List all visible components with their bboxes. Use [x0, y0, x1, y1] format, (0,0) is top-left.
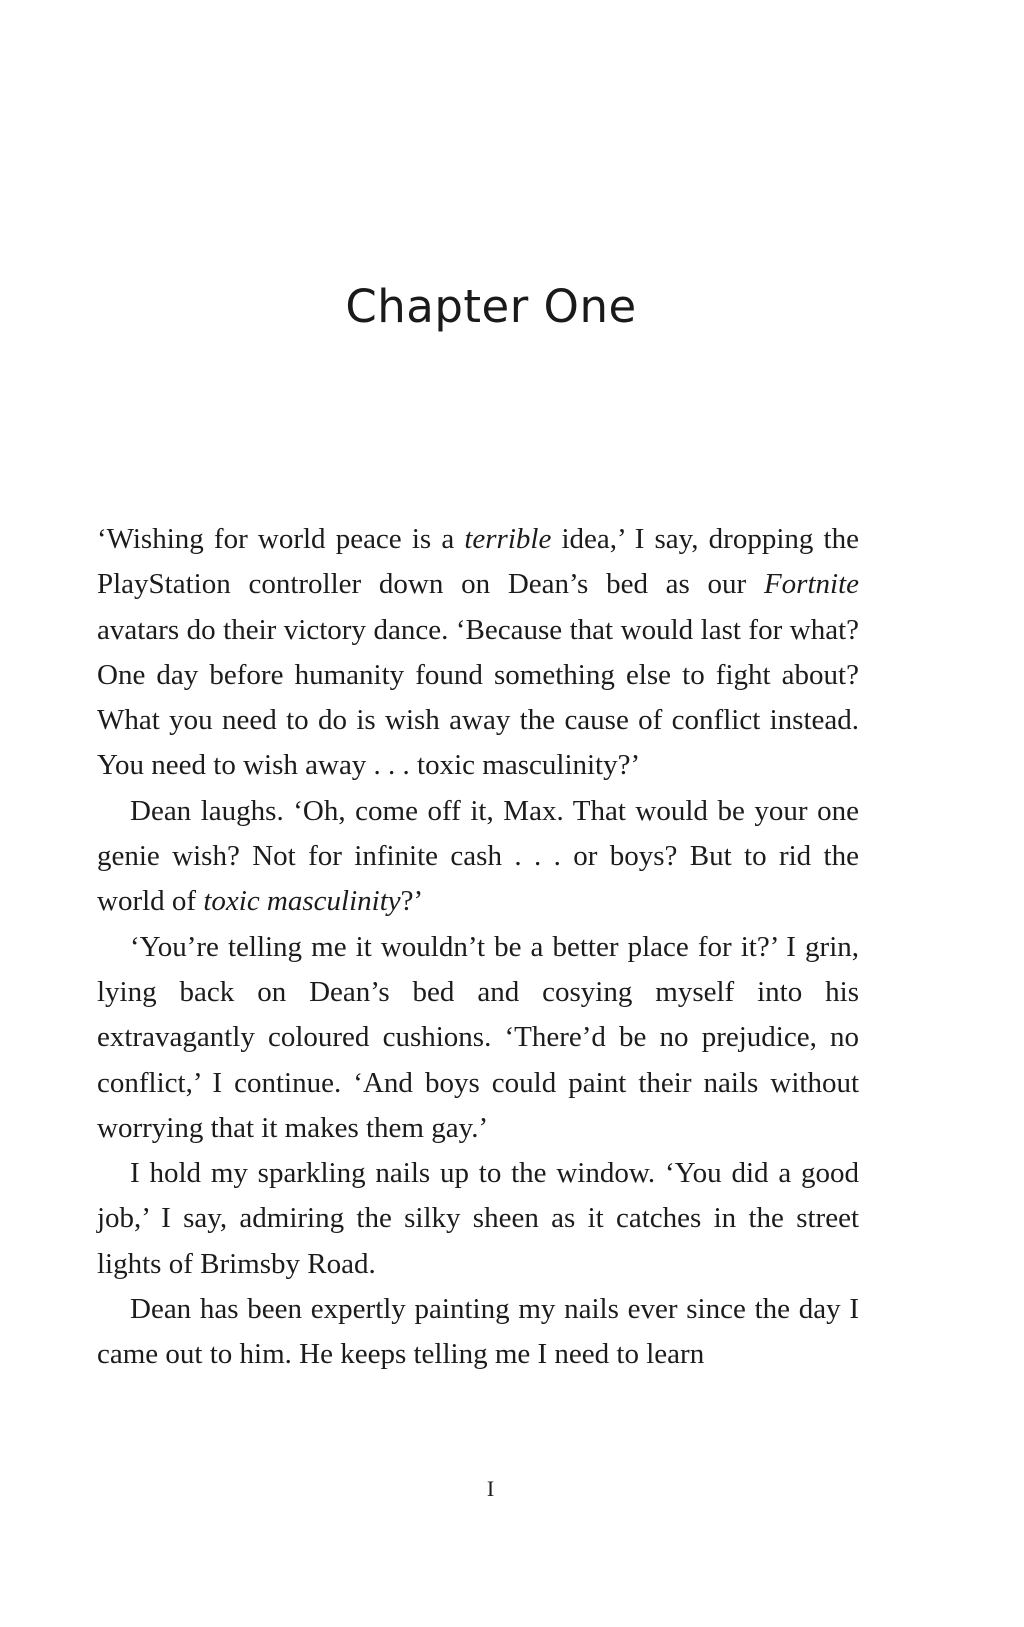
paragraph [97, 517, 859, 789]
italic-text-run: toxic masculinity [203, 885, 401, 918]
italic-text-run: terrible [464, 523, 552, 555]
text-run: avatars do their victory dance. ‘Because that would last for what? One day before humanity found something else to fight about? What you need to do is wish away the cause of conflict instead. You need to wish away . . . toxic masculinity?’ [97, 613, 859, 782]
text-run: ?’ [400, 885, 424, 918]
chapter-title: Chapter One [345, 280, 637, 333]
paragraph [97, 789, 859, 925]
text-run: Dean laughs. ‘Oh, come off it, Max. That would be your one genie wish? Not for infinite cash . . . or boys? But to rid the world of [97, 794, 859, 918]
text-run: ‘Wishing for world peace is a [97, 523, 465, 555]
text-run: ‘You’re telling me it wouldn’t be a better place for it?’ I grin, lying back on Dean’s bed and cosying myself into his extravagantly coloured cushions. ‘There’d be no prejudice, no conflict,’ I continue. ‘And boys could paint their nails without worrying that it makes them gay.’ [97, 930, 859, 1144]
chapter-body [97, 517, 859, 1378]
text-run: Dean has been expertly painting my nails ever since the day I came out to him. He keeps telling me I need to learn [97, 1293, 859, 1371]
italic-text-run: Fortnite [763, 568, 859, 601]
paragraph [97, 1287, 859, 1378]
text-run: idea,’ I say, dropping the PlayStation controller down on Dean’s bed as our [97, 523, 859, 601]
text-run: I hold my sparkling nails up to the window. ‘You did a good job,’ I say, admiring the silky sheen as it catches in the street lights of Brimsby Road. [97, 1157, 859, 1280]
paragraph [97, 1151, 859, 1287]
page-number: I [486, 1476, 496, 1501]
paragraph [97, 925, 859, 1151]
